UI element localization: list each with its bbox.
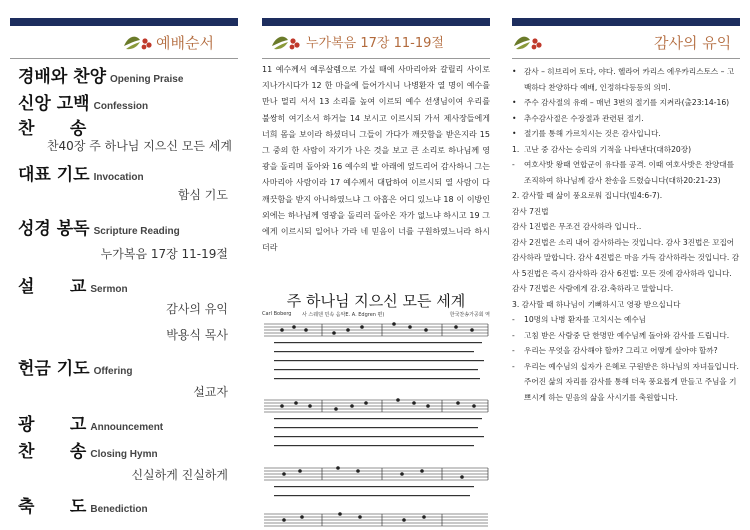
item-en: Closing Hymn <box>90 449 158 460</box>
note-line <box>512 64 740 95</box>
item-detail: 신실하게 진실하게 <box>131 468 228 482</box>
item-en: Benediction <box>90 504 148 515</box>
note-line: 2. 감사할 때 삶이 풍요로워 집니다(빌4:6-7). <box>512 191 663 200</box>
leaf-berry-icon <box>270 32 304 54</box>
item-ko: 축 도 <box>18 497 87 517</box>
marker: - <box>512 330 515 340</box>
sermon-notes-column <box>512 0 748 530</box>
note-text: 추수감사절은 수장절과 관련된 절기. <box>524 113 644 123</box>
sermon-title: 감사의 유익 <box>654 34 732 52</box>
hymn-sheet <box>262 284 490 530</box>
leaf-berry-icon <box>122 32 156 54</box>
worship-item <box>18 437 158 462</box>
note-line <box>512 142 740 158</box>
hymn-title: 주 하나님 지으신 모든 세계 <box>286 292 466 310</box>
marker: • <box>512 129 517 138</box>
item-ko: 광 고 <box>18 415 87 435</box>
note-line <box>512 157 740 188</box>
note-text: 여호사밧 왕때 연합군이 유다를 공격. 이때 여호사밧은 찬양대를 조직하여 하나님께 감사 찬송을 드렸습니다(대하20:21-23) <box>524 160 735 185</box>
note-line <box>512 359 740 406</box>
music-staff-icon <box>262 318 490 530</box>
sermon-notes <box>512 64 740 405</box>
item-ko: 설 교 <box>18 277 87 297</box>
note-line <box>512 95 740 111</box>
item-detail: 찬40장 주 하나님 지으신 모든 세계 <box>46 139 232 153</box>
note-text: 우리는 무엇을 감사해야 할까? 그리고 어떻게 살아야 할까? <box>524 346 718 355</box>
item-detail: 설교자 <box>193 385 228 399</box>
note-line: 감사 2진법은 소리 내어 감사하라는 것입니다. 감사 3진법은 꼬집어 감사하라 말합니다. 감사 4진법은 마음 가득 감사하라는 것입니다. 감사 5진법은 즉시 감사하라 감사 6진법: 모든 것에 감사하라 입니다. 감사 7진법은 사람에게 감.감.축하라고 말합니다. <box>512 237 740 293</box>
marker: • <box>512 98 517 107</box>
worship-item <box>18 410 163 435</box>
note-line <box>512 111 740 127</box>
note-line <box>512 312 740 328</box>
note-text: 10명의 나병 환자를 고치시는 예수님 <box>524 315 647 324</box>
item-ko: 경배와 찬양 <box>18 67 107 87</box>
item-ko: 헌금 기도 <box>18 359 90 379</box>
item-en: Offering <box>93 366 133 377</box>
marker: - <box>512 160 515 169</box>
note-text: 우리는 예수님의 십자가 은혜로 구원받은 하나님의 자녀들입니다. 주어진 삶의 자리를 감사를 통해 더욱 풍요롭게 만들고 주님을 기쁘시게 하는 믿음의 삶을 사시기를 축원합니다. <box>524 361 739 402</box>
scripture-column <box>262 0 492 530</box>
item-en: Sermon <box>90 284 128 295</box>
item-en: Confession <box>93 101 149 112</box>
note-line <box>512 126 740 142</box>
worship-item <box>18 272 128 297</box>
item-ko: 대표 기도 <box>18 165 90 185</box>
marker: 1. <box>512 144 520 154</box>
note-line: 감사 1진법은 무조건 감사하라 입니다.. <box>512 222 642 231</box>
header-bar <box>512 18 740 26</box>
note-line: 3. 감사할 때 하나님이 기뻐하시고 영광 받으십니다 <box>512 299 681 309</box>
header-bar <box>10 18 238 26</box>
worship-item <box>18 89 148 114</box>
sermon-title: 감사의 유익 <box>166 302 228 316</box>
hymn-composer: Carl Boberg <box>262 311 292 317</box>
note-line <box>512 328 740 344</box>
item-en: Announcement <box>90 422 164 433</box>
section-header <box>10 30 238 59</box>
marker: - <box>512 361 515 371</box>
preacher: 박용식 목사 <box>166 328 228 342</box>
marker: • <box>512 113 517 123</box>
scripture-title: 누가복음 17장 11-19절 <box>306 36 444 51</box>
worship-item <box>18 214 180 239</box>
worship-item <box>18 160 144 185</box>
leaf-berry-icon <box>512 32 546 54</box>
item-ko: 찬 송 <box>18 442 87 462</box>
note-text: 절기를 통해 가르치시는 것은 감사입니다. <box>524 129 661 138</box>
worship-item <box>18 354 133 379</box>
item-detail: 함심 기도 <box>177 188 228 202</box>
section-header <box>512 30 740 59</box>
note-line: 감사 7진법 <box>512 206 549 216</box>
item-detail: 누가복음 17장 11-19절 <box>100 247 228 261</box>
item-ko: 찬 송 <box>18 119 87 139</box>
note-text: 감사 – 히브리어 토다, 야다. 헬라어 카리스 에우카리스토스 – 고백하다 찬양하다 예배, 인정하다등등의 의미. <box>524 67 735 92</box>
scripture-text: 11 예수께서 예루살렘으로 가실 때에 사마리아와 갈릴리 사이로 지나가시다가 12 한 마을에 들어가시니 나병환자 열 명이 예수를 만나 멀리 서서 13 소리를 높여 이르되 예수 선생님이여 우리를 불쌍히 여기소서 하거늘 14 보시고 이르시되 가서 제사장들에게 너희 몸을 보이라 하셨더니 그들이 가다가 깨끗함을 받은지라 15 그 중의 한 사람이 자기가 나은 것을 보고 큰 소리로 하나님께 영광을 돌리며 돌아와 16 예수의 발 아래에 엎드리어 감사하니 그는 사마리아 사람이라 17 예수께서 대답하여 이르시되 열 사람이 다 깨끗함을 받지 아니하였느냐 그 아홉은 어디 있느냐 18 이 이방인 외에는 하나님께 영광을 돌리러 돌아온 자가 없느냐 하시고 19 그에게 이르시되 일어나 가라 네 믿음이 너를 구원하였느니라 하시더라 <box>262 65 490 253</box>
worship-order-title: 예배순서 <box>156 34 214 52</box>
item-en: Opening Praise <box>110 74 184 85</box>
marker: - <box>512 315 515 324</box>
note-text: 고난 중 감사는 승리의 기적을 나타낸다(대하20장) <box>524 144 692 154</box>
note-text: 주수 감사절의 유래 – 매년 3번의 절기를 지켜라(출23:14-16) <box>524 98 730 107</box>
marker: - <box>512 346 515 355</box>
marker: • <box>512 67 517 76</box>
worship-item <box>18 62 183 87</box>
hymn-copyright: 한국찬송가공회 역 <box>449 312 490 318</box>
worship-item <box>18 492 148 517</box>
item-en: Scripture Reading <box>93 226 180 237</box>
note-text: 고침 받은 사람중 단 한명만 예수님께 돌아와 감사를 드립니다. <box>524 330 730 340</box>
header-bar <box>262 18 490 26</box>
item-ko: 성경 봉독 <box>18 219 90 239</box>
hymn-credit: 사 스웨덴 민속 음악E. A. Edgren 편) <box>302 312 385 318</box>
section-header <box>262 30 490 59</box>
note-line <box>512 343 740 359</box>
worship-item <box>18 114 86 139</box>
worship-order-column <box>0 0 240 530</box>
item-ko: 신앙 고백 <box>18 94 90 114</box>
item-en: Invocation <box>93 172 144 183</box>
